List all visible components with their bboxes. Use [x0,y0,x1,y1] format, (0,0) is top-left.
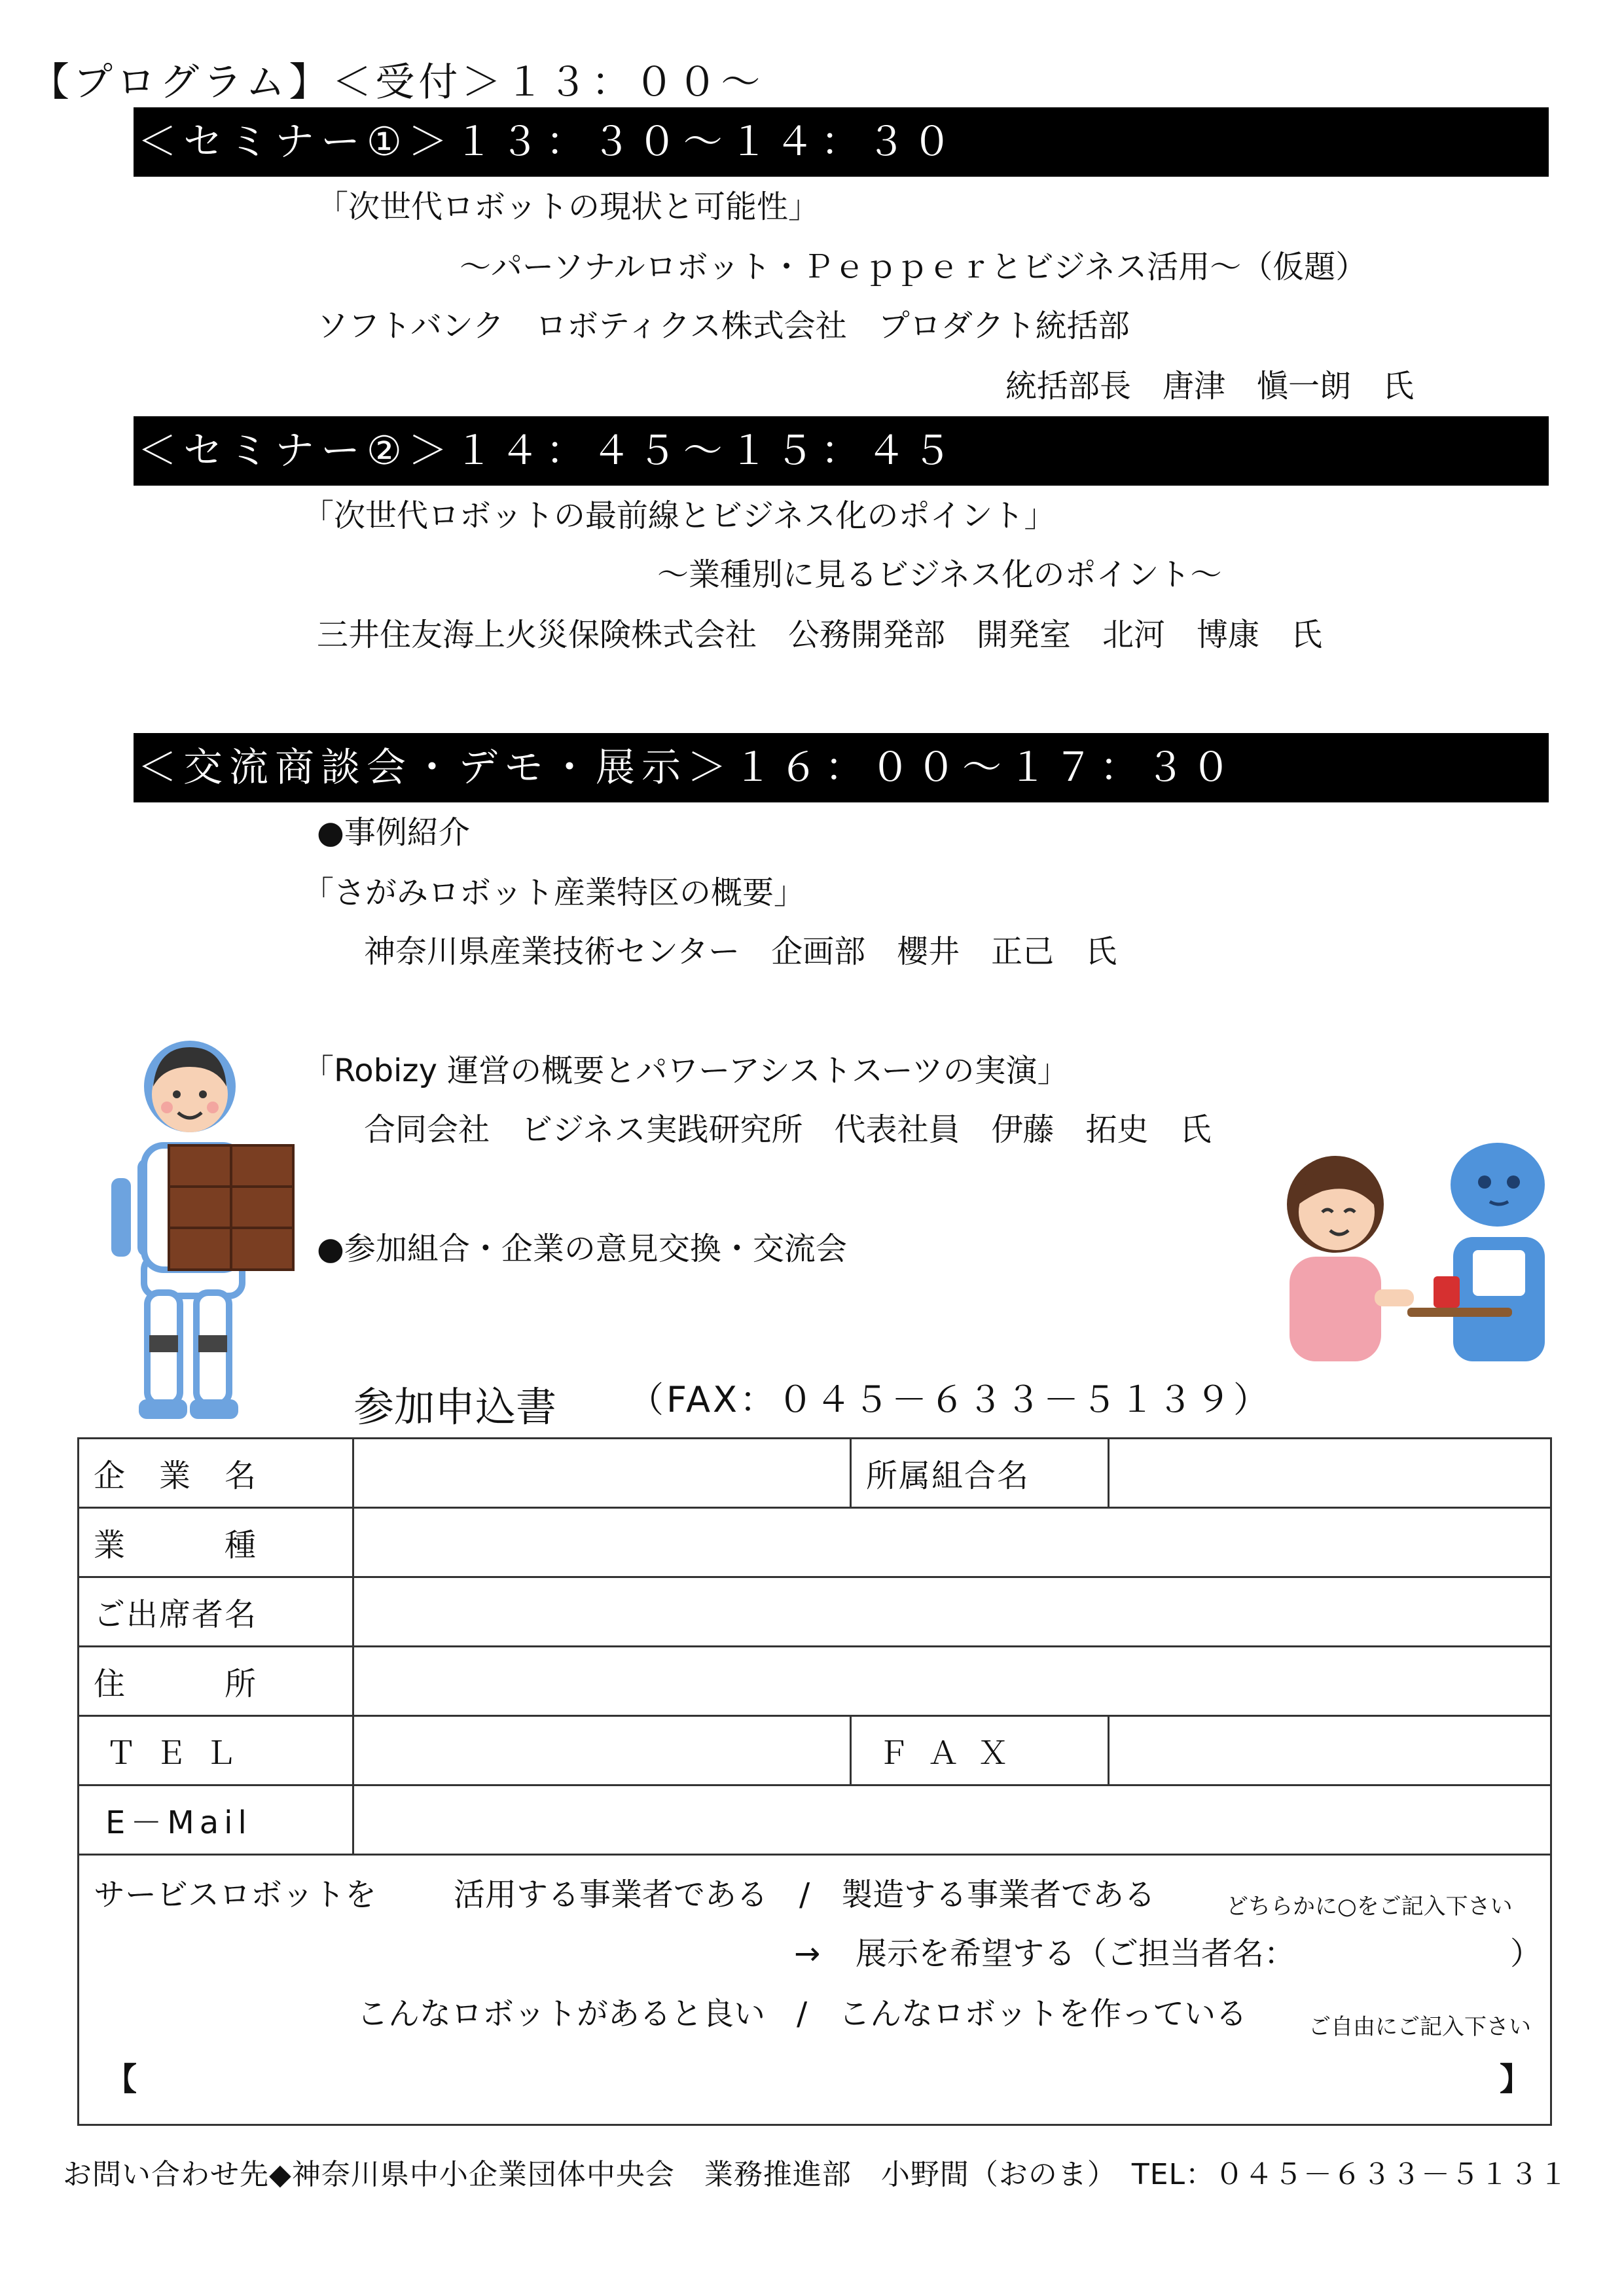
free-text-bracket-close: 】 [1500,2061,1532,2098]
footer-contact: お問い合わせ先◆神奈川県中小企業団体中央会 業務推進部 小野間（おのま） TEL：０４５－６３３－５１３１ [63,2158,1569,2191]
seminar2-speaker: 三井住友海上火災保険株式会社 公務開発部 開発室 北河 博康 氏 [317,617,1323,653]
form-row-industry [79,1508,1551,1577]
seminar2-subtitle: ～業種別に見るビジネス化のポイント～ [657,556,1222,593]
form-title: 参加申込書 [353,1383,557,1431]
case-heading: ●事例紹介 [317,814,470,851]
union-field[interactable] [1109,1439,1551,1508]
seminar2-bar: ＜セミナー②＞１４：４５～１５：４５ [134,416,1549,486]
form-row-email [79,1785,1551,1855]
company-field[interactable] [353,1439,851,1508]
form-row-service [79,1855,1551,2125]
address-label: 住 所 [79,1647,353,1716]
service-options-note: どちらかに○をご記入下さい [1226,1893,1513,1920]
service-lead: サービスロボットを [94,1876,377,1913]
service-options[interactable]: 活用する事業者である / 製造する事業者である [454,1876,1156,1913]
seminar1-org: ソフトバンク ロボティクス株式会社 プロダクト統括部 [317,308,1130,344]
woman-figure [1287,1156,1414,1361]
seminar1-speaker: 統括部長 唐津 愼一朗 氏 [1005,368,1415,404]
form-row-address [79,1647,1551,1716]
form-row-tel-fax [79,1716,1551,1785]
attendee-label: ご出席者名 [79,1577,353,1647]
form-row-company [79,1439,1551,1508]
fax-label: ＦＡＸ [851,1716,1109,1785]
union-label: 所属組合名 [851,1439,1109,1508]
exchange-bar: ＜交流商談会・デモ・展示＞１６：００～１７：３０ [134,733,1549,802]
robot-serving-illustration [1276,1139,1551,1361]
form-fax-note: （FAX：０４５－６３３－５１３９） [628,1379,1272,1420]
seminar1-title: 「次世代ロボットの現状と可能性」 [317,188,820,225]
company-label: 企 業 名 [79,1439,353,1508]
industry-label: 業 種 [79,1508,353,1577]
case2-title: 「Robizy 運営の概要とパワーアシストスーツの実演」 [302,1052,1069,1089]
exhibit-request[interactable]: 展示を希望する（ご担当者名： [856,1935,1296,1972]
robot-figure [1451,1143,1545,1361]
tel-label: ＴＥＬ [79,1716,353,1785]
program-heading: 【プログラム】＜受付＞１３：００～ [30,60,765,105]
arrow-icon: → [794,1935,821,1972]
box-icon [169,1145,293,1270]
case1-speaker: 神奈川県産業技術センター 企画部 櫻井 正己 氏 [364,933,1117,970]
address-field[interactable] [353,1647,1551,1716]
tel-field[interactable] [353,1716,851,1785]
seminar2-title: 「次世代ロボットの最前線とビジネス化のポイント」 [302,497,1056,534]
email-label: E－Mail [79,1785,353,1855]
email-field[interactable] [353,1785,1551,1855]
service-robot-section [79,1855,1551,2125]
exhibit-close-paren: ） [1510,1935,1542,1972]
seminar1-subtitle: ～パーソナルロボット・Ｐｅｐｐｅｒとビジネス活用～（仮題） [460,249,1367,285]
free-text-bracket-open: 【 [105,2061,137,2098]
fax-field[interactable] [1109,1716,1551,1785]
networking-note: ●参加組合・企業の意見交換・交流会 [317,1230,847,1267]
case1-title: 「さがみロボット産業特区の概要」 [302,874,806,911]
free-text-field[interactable] [151,2058,1473,2104]
industry-field[interactable] [353,1508,1551,1577]
case2-speaker: 合同会社 ビジネス実践研究所 代表社員 伊藤 拓史 氏 [364,1111,1212,1148]
robot-wish-options[interactable]: こんなロボットがあると良い / こんなロボットを作っている [357,1996,1248,2032]
application-form [77,1437,1552,2126]
attendee-field[interactable] [353,1577,1551,1647]
seminar1-bar: ＜セミナー①＞１３：３０～１４：３０ [134,107,1549,177]
form-row-attendee [79,1577,1551,1647]
robot-wish-note: ご自由にご記入下さい [1308,2014,1531,2040]
power-assist-suit-illustration [85,1021,308,1427]
